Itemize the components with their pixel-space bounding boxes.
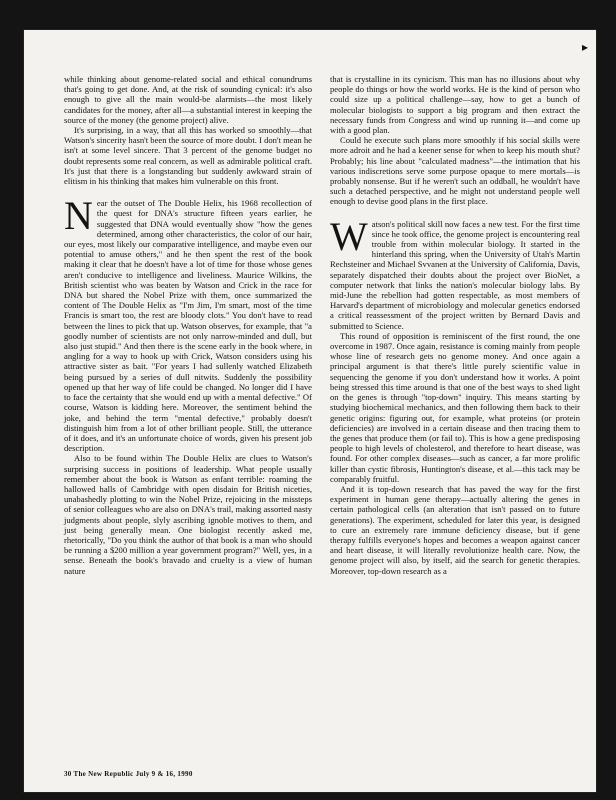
corner-arrow-icon: ▸ (581, 40, 588, 54)
paragraph: Also to be found within The Double Helix are clues to Watson's surprising success in positions of leadership. What people usually remember about the book is Watson as enfant terrible: roaming the hallowed halls of Cambridge with open disdain for British niceties, unabashedly plotting to win the Nobel Prize, rejoicing in the missteps of senior colleagues who are also on DNA's trail, making assorted nasty judgments about people, slyly ascribing ignoble motives to them, and just being generally mean. One biologist recently asked me, rhetorically, "Do you think the author of that book is a man who should be running a $200 million a year government program?" Well, yes, in a sense. Beneath the book's bravado and cruelty is a view of human nature (64, 453, 312, 576)
left-column (64, 74, 312, 576)
paragraph: that is crystalline in its cynicism. This man has no illusions about why people do things or how the world works. He is the kind of person who could size up a political challenge—say, how to get a bunch of molecular biologists to support a big program and then extract the necessary funds from Congress and wind up running it—and come up with a good plan. (330, 74, 580, 136)
drop-cap: W (330, 213, 368, 259)
section-political-test (330, 213, 580, 576)
section-watson-elitism (64, 193, 312, 576)
paragraph: Near the outset of The Double Helix, his 1968 recollection of the quest for DNA's structure fifteen years earlier, he suggested that DNA would eventually show "how the genes determined, among other characteristics, the color of our hair, our eyes, most likely our comparative intelligence, and maybe even our potential to amuse others," and he then spent the rest of the book making it clear that he doesn't have a lot of time for those whose genes aren't conducive to intelligence and liveliness. Maurice Wilkins, the British scientist who was beaten by Watson and Crick in the race for DNA but shared the Nobel Prize with them, once summarized the content of The Double Helix as "I'm Jim, I'm smart, most of the time Francis is smart too, the rest are bloody clots." You don't have to read between the lines to pick that up. Watson observes, for example, that "a goodly number of scientists are not only narrow-minded and dull, but also just stupid." And then there is the scene early in the book where, in angling for a way to hook up with Crick, Watson considers using his attractive sister as bait. "For years I had sullenly watched Elizabeth being pursued by a series of dull nitwits. Suddenly the possibility opened up that her way of life could be changed. No longer did I have to face the certainty that she would end up with a mental defective." Of course, Watson is kidding here. Moreover, the sentiment behind the joke, and behind the term "mental defective," probably doesn't distinguish him from a lot of other brilliant people. Still, the utterance of it does, and it's an unfortunate choice of words, given his present job description. (64, 193, 312, 454)
paragraph: while thinking about genome-related social and ethical conundrums that's going to get done. And, at the risk of sounding cynical: it's also enough to give all the main would-be alarmists—the most likely candidates for the money, after all—a substantial interest in keeping the source of the money (the genome project) alive. (64, 74, 312, 125)
right-column (330, 74, 580, 576)
drop-cap: N (64, 193, 93, 239)
paragraph: Watson's political skill now faces a new test. For the first time since he took office, the genome project is encountering real trouble from within molecular biology. It started in the hinterland this spring, when the University of Utah's Martin Rechsteiner and Michael Svvanen at the University of California, Davis, separately dispatched their doubts about the project over BioNet, a computer network that links the nation's molecular biology labs. By mid-June the rebellion had gotten respectable, as most members of Harvard's department of microbiology and molecular genetics endorsed a critical reassessment of the project written by Bernard Davis and submitted to Science. (330, 213, 580, 331)
magazine-page (24, 30, 596, 792)
paragraph: This round of opposition is reminiscent of the first round, the one overcome in 1987. Once again, resistance is coming mainly from people whose line of research gets no genome money. And once again a principal argument is that there's little purely scientific value in sequencing the genome if you don't understand how it works. A point being stressed this time around is that one of the best ways to shed light on the genes is through "top-down" inquiry. This means starting by studying biochemical mechanics, and then following them back to their genetic origins: figuring out, for example, what proteins (or protein deficiencies) are involved in a certain disease and then tracing them to the genes that produce them (or fail to). This is how a gene predisposing people to high levels of cholesterol, and therefore to heart disease, was found. For other complex diseases—such as cancer, a far more prolific killer than cystic fibrosis, Huntington's disease, et al.—this tack may be comparably fruitful. (330, 330, 580, 484)
paragraph: It's surprising, in a way, that all this has worked so smoothly—that Watson's sincerity hasn't been the source of more doubt. I don't mean he isn't at some level sincere. That 3 percent of the genome budget no doubt represents some real concern, as well as admirable political craft. It's just that there is a longstanding but suddenly awkward strain of elitism in his thinking that makes him vulnerable on this front. (64, 125, 312, 187)
paragraph: And it is top-down research that has paved the way for the first experiment in human gene therapy—actually altering the genes in certain pathological cells (an alteration that isn't passed on to future generations). The experiment, scheduled for later this year, is designed to cure an extremely rare immune deficiency disease, but if gene therapy fulfills everyone's hopes and becomes a weapon against cancer and heart disease, it will literally revolutionize health care. Now, the genome project will also, by itself, aid the search for genetic therapies. Moreover, top-down research as a (330, 483, 580, 576)
paragraph: Could he execute such plans more smoothly if his social skills were more adroit and he had a keener sense for when to keep his mouth shut? Probably; his line about "calculated madness"—the intimation that his various indiscretions serve some purpose opaque to mere mortals—is probably nonsense. But if he weren't such an oddball, he wouldn't have such a detached perspective, and he might not understand people well enough to devise good plans in the first place. (330, 135, 580, 207)
page-footer: 30 The New Republic July 9 & 16, 1990 (64, 770, 193, 778)
